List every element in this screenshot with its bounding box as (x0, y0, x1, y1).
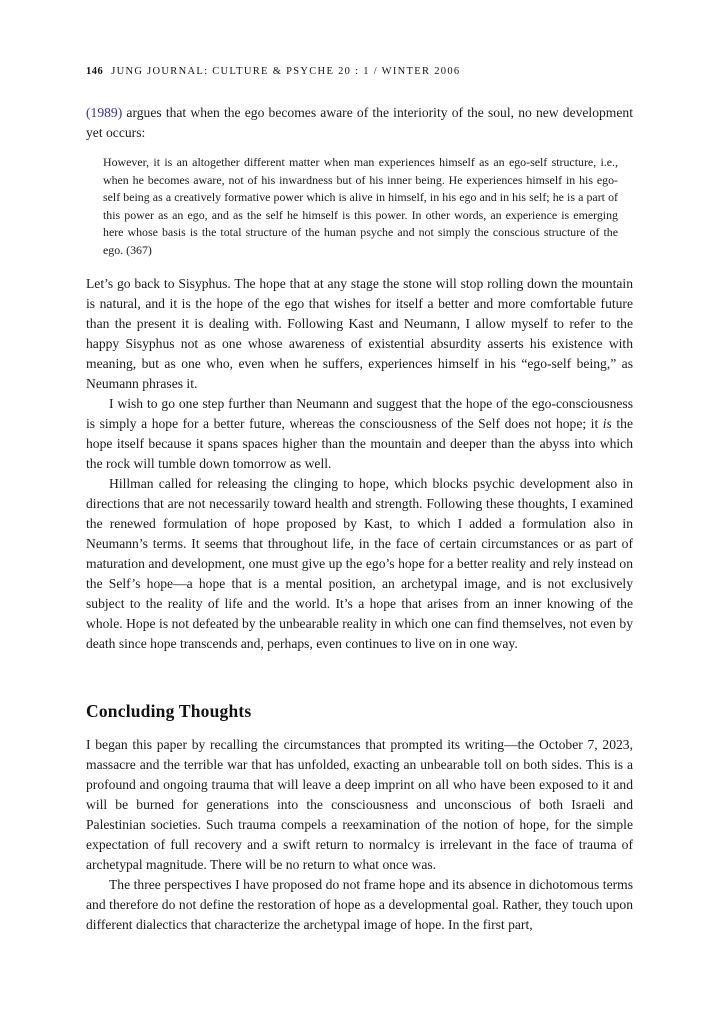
page-number: 146 (86, 66, 104, 77)
journal-running-title: JUNG JOURNAL: CULTURE & PSYCHE 20 : 1 / WINTER 2006 (111, 66, 461, 77)
paragraph-hillman: Hillman called for releasing the clinging to hope, which blocks psychic development also in directions that are not necessarily toward health and strength. Following these thoughts, I examined the renewed formulation of hope proposed by Kast, to which I added a formulation also in Neumann’s terms. It seems that throughout life, in the face of certain circumstances or as part of maturation and development, one must give up the ego’s hope for a better reality and rely instead on the Self’s hope—a hope that is a mental position, an archetypal image, and is not exclusively subject to the reality of life and the world. It’s a hope that arises from an inner knowing of the whole. Hope is not defeated by the unbearable reality in which one can find themselves, not even by death since hope transcends and, perhaps, even continues to live on in one way. (86, 475, 633, 651)
paragraph-three-perspectives: The three perspectives I have proposed do not frame hope and its absence in dichotomous terms and therefore do not define the restoration of hope as a developmental goal. Rather, they touch upon different dialectics that characterize the archetypal image of hope. In the first part, (86, 876, 633, 932)
paragraph-intro-text: argues that when the ego becomes aware of the interiority of the soul, no new development yet occurs: (86, 105, 633, 140)
paragraph-step-further (86, 394, 633, 474)
paragraph-sisyphus: Let’s go back to Sisyphus. The hope that at any stage the stone will stop rolling down the mountain is natural, and it is the hope of the ego that wishes for itself a better and more comfortable future than the present it is dealing with. Following Kast and Neumann, I allow myself to refer to the happy Sisyphus not as one whose awareness of existential absurdity asserts his existence with meaning, but as one who, even when he suffers, experiences himself in his “ego-self being,” as Neumann phrases it. (86, 275, 633, 391)
step-further-before: I wish to go one step further than Neumann and suggest that the hope of the ego-consciousness is simply a hope for a better future, whereas the consciousness of the Self does not hope; it (86, 395, 633, 431)
paragraph-began-paper: I began this paper by recalling the circumstances that prompted its writing—the October 7, 2023, massacre and the terrible war that has unfolded, exacting an unbearable toll on both sides. This is a profound and ongoing trauma that will leave a deep imprint on all who have been exposed to it and will be burned for generations into the consciousness and unconscious of both Israeli and Palestinian societies. Such trauma compels a reexamination of the notion of hope, for the simple expectation of full recovery and a swift return to normalcy is irrelevant in the face of trauma of archetypal magnitude. There will be no return to what once was. (86, 736, 633, 872)
paragraph-intro (86, 103, 633, 143)
citation-year-link[interactable]: (1989) (86, 105, 123, 120)
section-heading-concluding-thoughts: Concluding Thoughts (86, 700, 252, 721)
step-further-after: the hope itself because it spans spaces higher than the mountain and deeper than the abyss into which the rock will tumble down tomorrow as well. (86, 415, 633, 471)
block-quote-neumann: However, it is an altogether different matter when man experiences himself as an ego-self structure, i.e., when he becomes aware, not of his inwardness but of his inner being. He experiences himself in his ego-self being as a creatively formative power which is alive in himself, in his ego and in his self; he is a part of this power as an ego, and as the self he himself is this power. In other words, an experience is emerging here whose basis is the total structure of the human psyche and not simply the conscious structure of the ego. (367) (103, 155, 618, 257)
running-header (86, 0, 633, 77)
step-further-italic-is: is (602, 415, 612, 431)
